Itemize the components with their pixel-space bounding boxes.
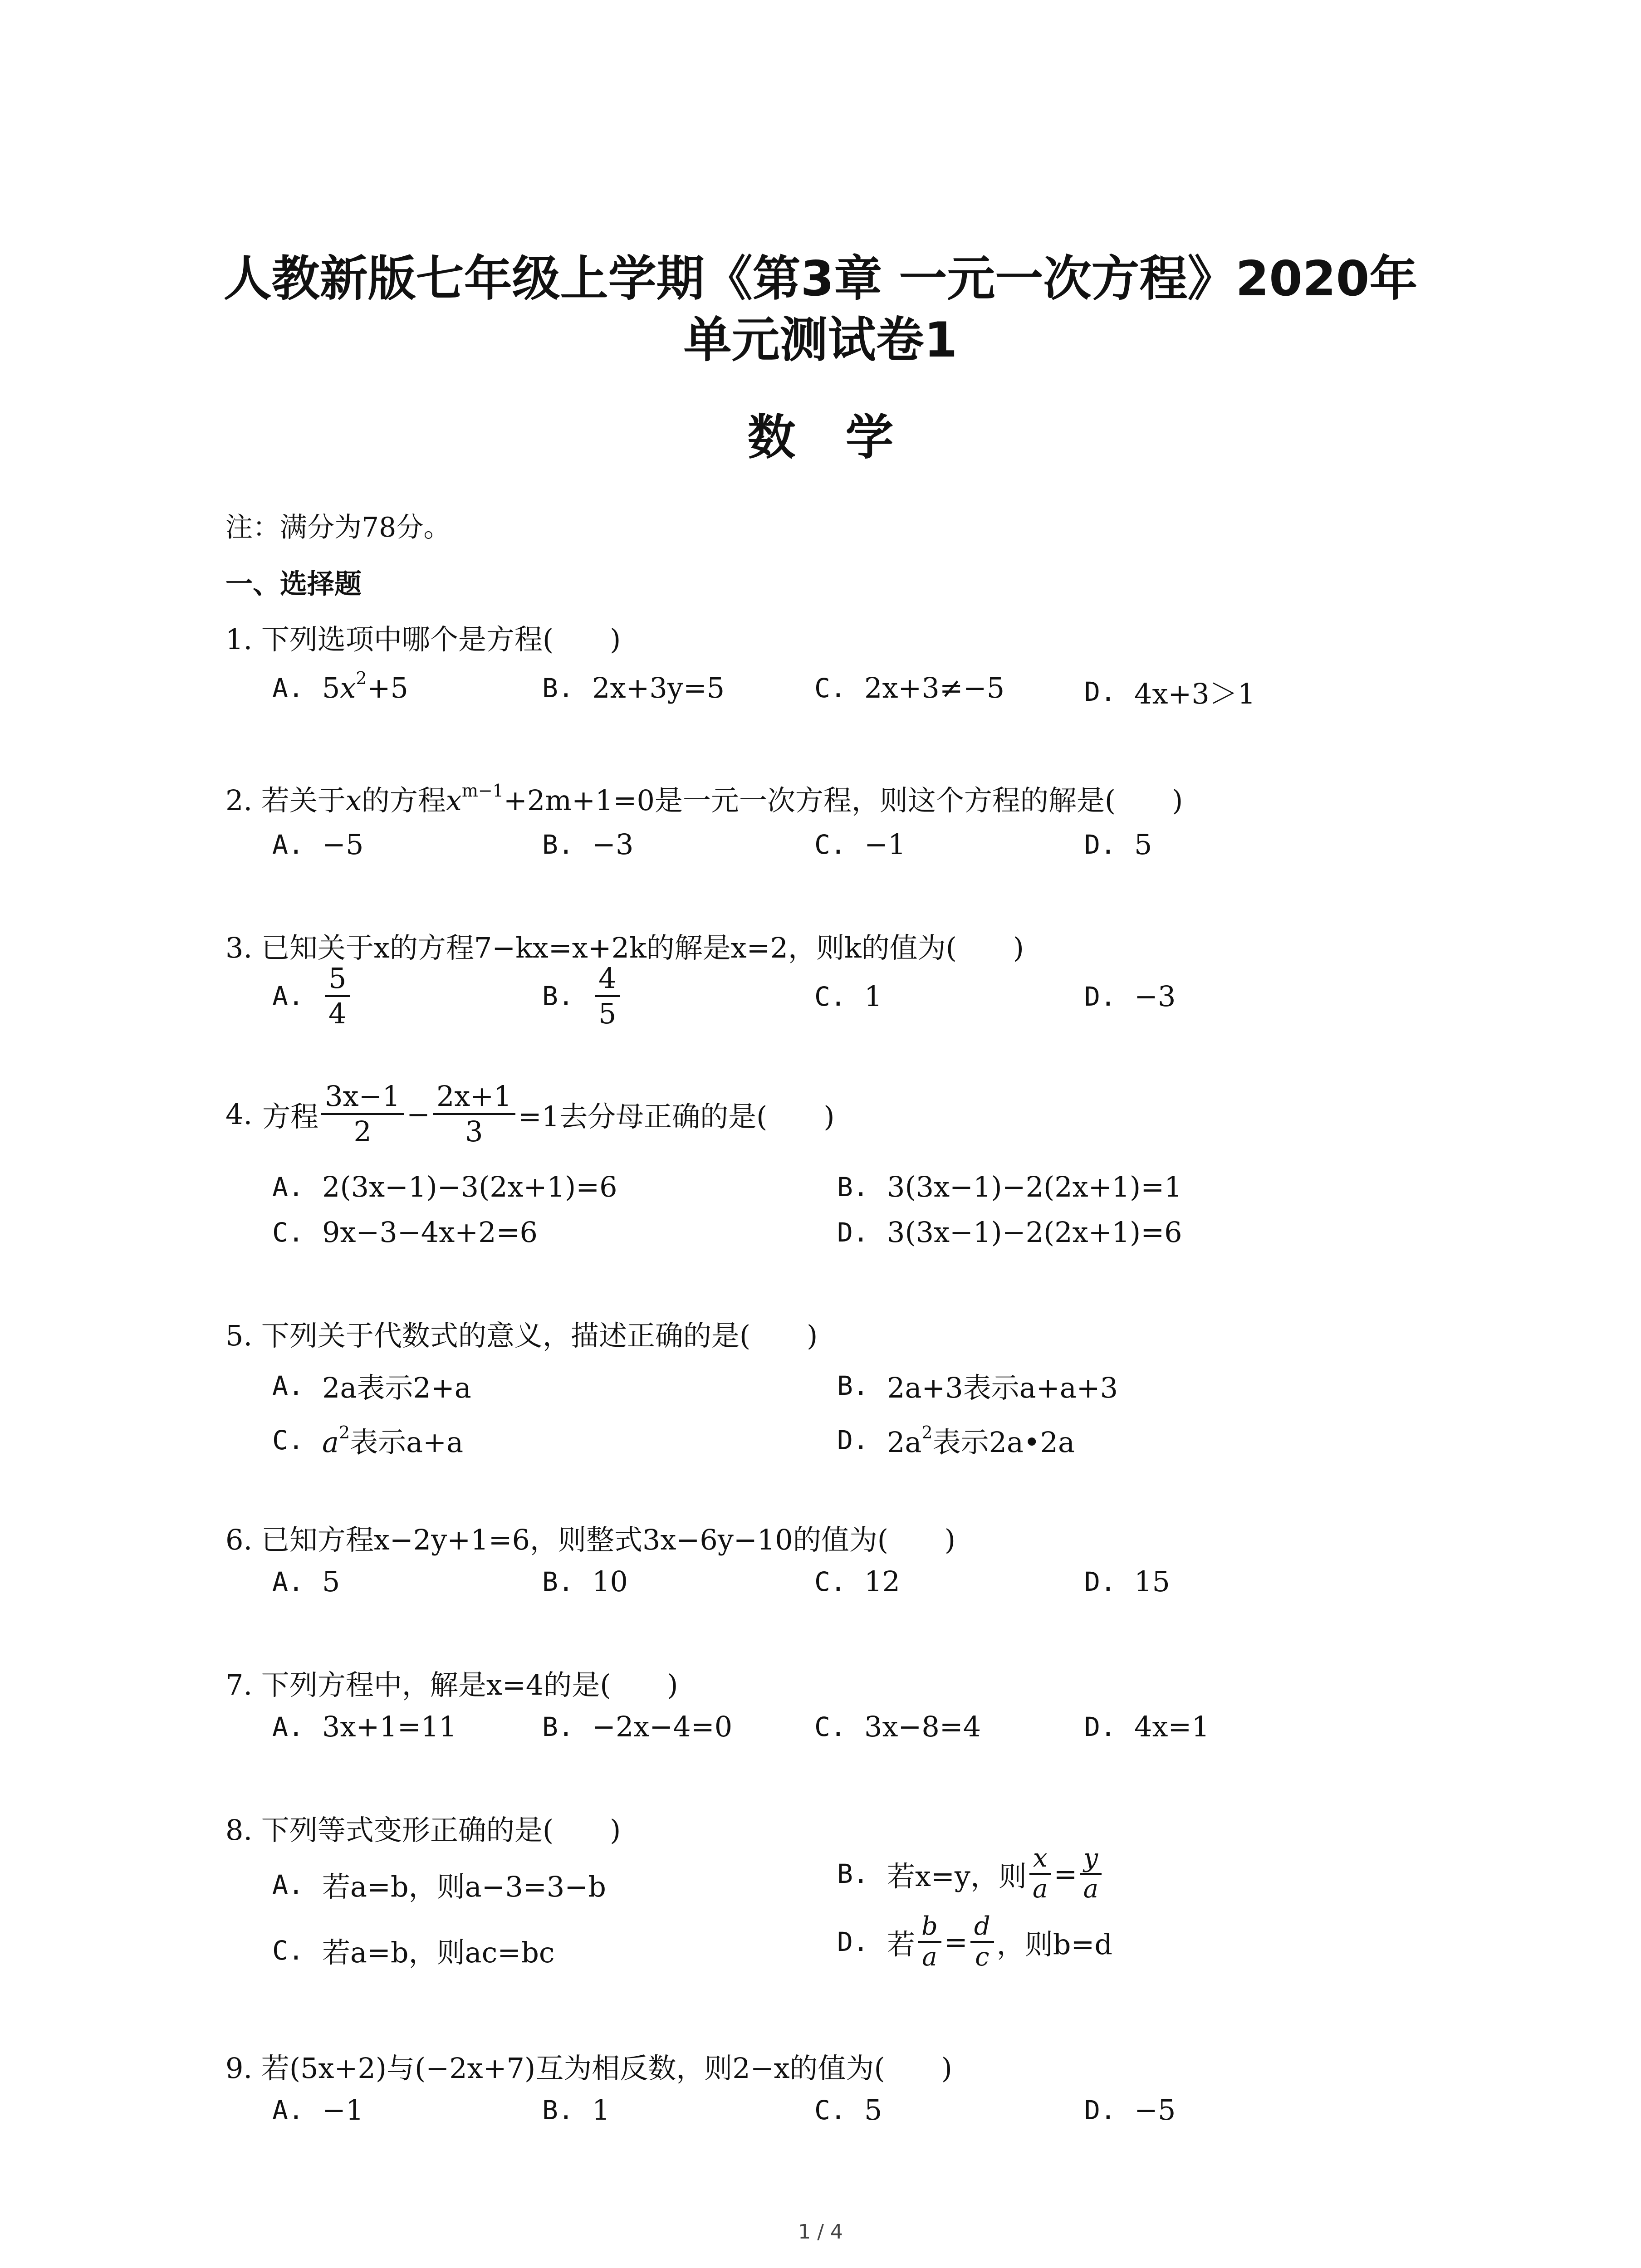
option-label: C. [814,1711,846,1742]
option-text: 5 [864,2093,882,2126]
option-text: 2a表示2+a [322,1371,471,1404]
option-a [272,2093,363,2126]
option-label: A. [272,981,304,1012]
option-label: A. [272,1370,304,1401]
option-text: −1 [864,828,906,861]
option-text: 15 [1134,1565,1170,1598]
question-number: 6. [225,1523,253,1556]
option-text: 12 [864,1565,900,1598]
option-text: 若a=b，则ac=bc [322,1936,555,1969]
option-label: C. [272,1217,304,1248]
option-label: A. [272,1566,304,1597]
option-label: B. [542,981,574,1012]
fraction: $\frac{x}{a}$ [1029,1844,1051,1904]
operator: − [406,1097,430,1131]
option-label: D. [837,1217,869,1248]
option-c [814,671,1004,704]
option-text: 2(3x−1)−3(2x+1)=6 [322,1170,617,1203]
option-text: 10 [592,1565,628,1598]
fraction: $\frac{4}{5}$ [595,962,620,1031]
option-b [542,2093,610,2126]
question-stem: 方程 [262,1100,319,1133]
option-c [272,1930,555,1970]
option-label: B. [837,1171,869,1202]
option-text: $5x^2+5$ [322,668,409,704]
option-text: 2x+3y=5 [592,671,725,704]
option-text: 3x+1=11 [322,1710,457,1743]
option-text: $2a^2$表示2a•2a [887,1422,1075,1459]
option-text: 3x−8=4 [864,1710,981,1743]
score-note: 注：满分为78分。 [225,512,451,543]
question-stem: 下列选项中哪个是方程( ) [261,623,621,656]
option-c [272,1420,463,1460]
option-label: B. [837,1370,869,1401]
option-d [1084,1565,1170,1598]
fraction: $\frac{3x-1}{2}$ [321,1080,404,1149]
option-label: C. [814,1566,846,1597]
option-label: D. [1084,981,1116,1012]
option-text: 3(3x−1)−2(2x+1)=1 [887,1170,1182,1203]
option-b [542,962,622,1031]
question-stem: 下列等式变形正确的是( ) [261,1813,621,1847]
option-text: 1 [864,980,882,1013]
doc-title-line1: 人教新版七年级上学期《第3章 一元一次方程》2020年 [223,251,1418,307]
option-label: B. [542,829,574,860]
option-text: 3(3x−1)−2(2x+1)=6 [887,1216,1182,1249]
option-a [272,1365,471,1406]
option-text: −5 [322,828,364,861]
option-d [1084,2093,1176,2126]
option-b [837,1365,1118,1406]
option-text: 4x+3＞1 [1134,677,1256,710]
option-label: D. [1084,676,1116,707]
option-text: 5 [322,1565,340,1598]
option-label: B. [542,2094,574,2126]
subject-heading: 数学 [747,410,944,465]
fraction: $\frac{5}{4}$ [325,962,350,1031]
option-c [814,828,906,861]
question-stem: 若(5x+2)与(−2x+7)互为相反数，则2−x的值为( ) [261,2052,952,2085]
option-c [814,1565,900,1598]
option-label: A. [272,1869,304,1900]
operator: = [944,1925,968,1959]
option-label: D. [1084,1566,1116,1597]
option-b [542,1565,628,1598]
option-label: C. [814,829,846,860]
option-a [272,1710,457,1743]
fraction: $\frac{2x+1}{3}$ [433,1080,515,1149]
question-7 [225,1662,678,1703]
section-heading: 一、选择题 [225,568,362,600]
option-label: D. [1084,1711,1116,1742]
question-stem: =1去分母正确的是( ) [518,1100,835,1133]
question-number: 3. [225,931,253,964]
option-c [814,2093,882,2126]
option-label: A. [272,1171,304,1202]
question-8 [225,1808,621,1848]
option-text: −3 [592,828,634,861]
option-a [272,1565,340,1598]
question-stem: 若关于x的方程$x^{m-1}+2m+1=0$是一元一次方程，则这个方程的解是( ) [261,781,1183,817]
question-6 [225,1517,955,1558]
option-label: B. [837,1858,869,1889]
option-d [837,1912,1112,1972]
option-label: D. [1084,2094,1116,2126]
question-4 [225,1080,835,1149]
fraction: $\frac{b}{a}$ [918,1912,941,1972]
option-b [542,828,633,861]
option-text: 若 [887,1927,916,1961]
option-label: A. [272,829,304,860]
option-d [1084,1710,1210,1743]
option-label: C. [814,981,846,1012]
option-text: 4x=1 [1134,1710,1210,1743]
option-text: −1 [322,2093,364,2126]
option-text: −5 [1134,2093,1176,2126]
option-label: D. [837,1424,869,1456]
option-label: A. [272,672,304,704]
question-number: 2. [225,784,253,817]
option-text: 若a=b，则a−3=3−b [322,1870,606,1903]
option-label: D. [1084,829,1116,860]
question-1 [225,617,621,657]
option-text: −3 [1134,980,1176,1013]
option-label: C. [814,672,846,704]
fraction: $\frac{y}{a}$ [1080,1844,1102,1904]
option-c [272,1216,538,1249]
option-label: B. [542,1711,574,1742]
doc-title-line2: 单元测试卷1 [683,312,958,368]
question-number: 1. [225,623,253,656]
option-text: −2x−4=0 [592,1710,733,1743]
option-label: A. [272,1711,304,1742]
page-number: 1 / 4 [798,2220,843,2244]
question-9 [225,2046,952,2086]
option-label: B. [542,1566,574,1597]
option-b [837,1844,1104,1904]
option-b [542,1710,732,1743]
question-stem: 已知关于x的方程7−kx=x+2k的解是x=2，则k的值为( ) [261,931,1024,964]
option-text: 1 [592,2093,610,2126]
option-label: C. [814,2094,846,2126]
option-b [837,1170,1182,1203]
option-text: 9x−3−4x+2=6 [322,1216,538,1249]
option-b [542,671,725,704]
question-number: 9. [225,2052,253,2085]
option-text: ，则b=d [996,1927,1113,1961]
option-a [272,962,353,1031]
operator: = [1053,1857,1078,1891]
question-number: 7. [225,1668,253,1701]
option-text: 2a+3表示a+a+3 [887,1371,1118,1404]
option-a [272,1170,617,1203]
question-5 [225,1313,818,1354]
option-c [814,1710,981,1743]
option-text: $a^2$表示a+a [322,1422,464,1459]
question-stem: 下列关于代数式的意义，描述正确的是( ) [261,1319,818,1352]
option-label: A. [272,2094,304,2126]
question-2 [225,778,1183,818]
option-d [837,1420,1075,1460]
option-label: B. [542,672,574,704]
option-a [272,1864,606,1905]
fraction: $\frac{d}{c}$ [970,1912,994,1972]
option-label: C. [272,1935,304,1966]
option-d [1084,828,1152,861]
option-a [272,668,409,704]
option-label: C. [272,1424,304,1456]
option-text: 5 [1134,828,1152,861]
option-c [814,980,882,1013]
option-d [1084,980,1176,1013]
option-d [837,1216,1182,1249]
question-stem: 下列方程中，解是x=4的是( ) [261,1668,678,1701]
option-text: 2x+3≠−5 [864,671,1005,704]
question-number: 5. [225,1319,253,1352]
question-stem: 已知方程x−2y+1=6，则整式3x−6y−10的值为( ) [261,1523,956,1556]
option-d [1084,671,1255,712]
question-number: 8. [225,1813,253,1847]
option-text: 若x=y，则 [887,1859,1027,1893]
option-label: D. [837,1926,869,1957]
option-a [272,828,363,861]
question-3 [225,925,1024,966]
question-number: 4. [225,1097,253,1131]
